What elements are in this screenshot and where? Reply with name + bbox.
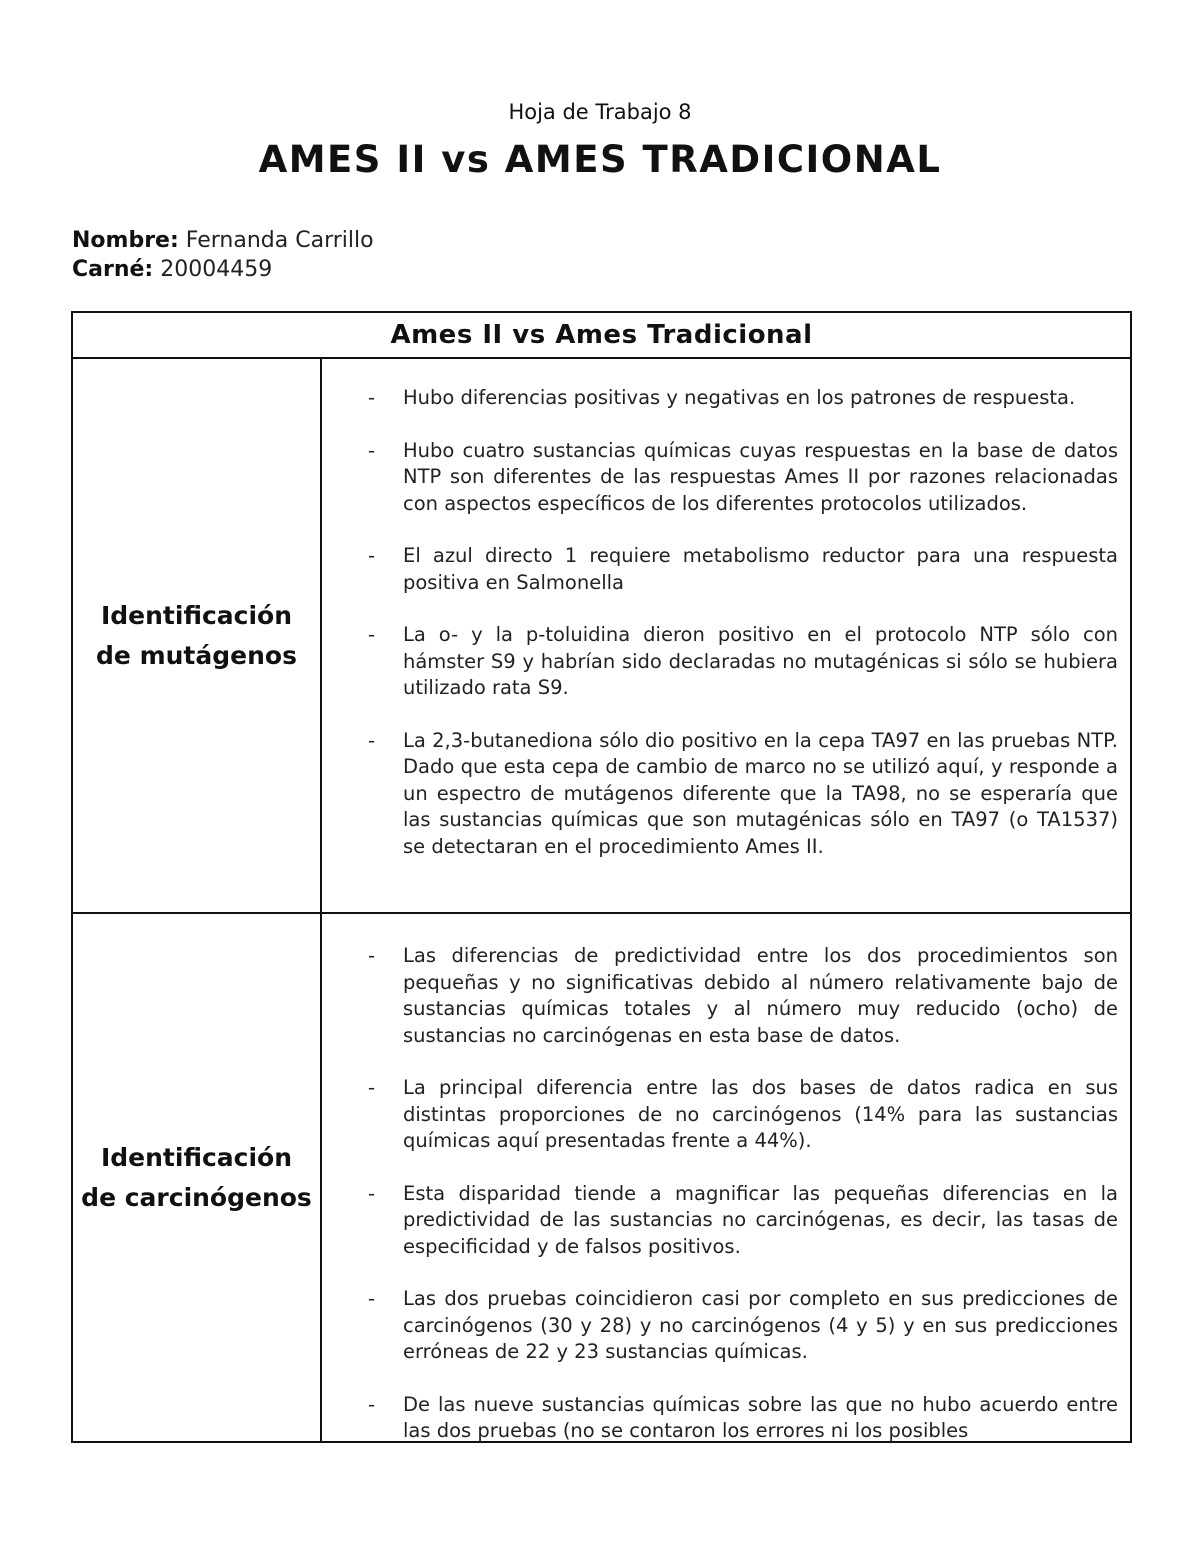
bullet-dash: -: [368, 1287, 376, 1310]
bullet-dash: -: [368, 386, 376, 409]
list-item-text: Esta disparidad tiende a magnificar las pequeñas diferencias en la predictividad de las sustancias no carcinógenas, es decir, las tasas de especificidad y de falsos positivos.: [403, 1181, 1118, 1258]
list-item: [322, 543, 1118, 596]
bullet-dash: -: [368, 544, 376, 567]
list-item-text: La o- y la p-toluidina dieron positivo en el protocolo NTP sólo con hámster S9 y habrían sido declaradas no mutagénicas si sólo se hubiera utilizado rata S9.: [403, 623, 1118, 699]
student-name-value: Fernanda Carrillo: [185, 228, 374, 253]
bullet-dash: -: [368, 728, 376, 752]
list-item: [322, 1181, 1118, 1261]
list-item-text: Hubo cuatro sustancias químicas cuyas respuestas en la base de datos NTP son diferentes de las respuestas Ames II por razones relacionadas con aspectos específicos de los diferentes protocolos utilizados.: [403, 438, 1118, 515]
bullet-dash: -: [368, 1392, 376, 1416]
table-row-mutagens: [72, 358, 1131, 913]
bullet-dash: -: [368, 944, 376, 967]
student-id-value: 20004459: [160, 257, 273, 282]
bullet-dash: -: [368, 1076, 376, 1099]
row-label-line: de carcinógenos: [81, 1182, 312, 1212]
list-item: [322, 622, 1118, 702]
list-item-text: Hubo diferencias positivas y negativas en los patrones de respuesta.: [403, 386, 1076, 409]
list-item: [322, 385, 1118, 412]
list-item: [322, 1075, 1118, 1155]
list-item-text: Las dos pruebas coincidieron casi por completo en sus predicciones de carcinógenos (30 y 28) y no carcinógenos (4 y 5) y en sus predicciones erróneas de 22 y 23 sustancias químicas.: [403, 1287, 1118, 1363]
bullet-dash: -: [368, 623, 376, 646]
row-content-carcinogens: [321, 913, 1131, 1442]
student-id-line: [72, 257, 272, 282]
list-item: [322, 1392, 1118, 1442]
comparison-table: [71, 311, 1132, 1443]
bullet-dash: -: [368, 1181, 376, 1205]
bullet-list: [322, 914, 1130, 1441]
list-item-text: Las diferencias de predictividad entre los dos procedimientos son pequeñas y no significativas debido al número relativamente bajo de sustancias químicas totales y al número muy reducido (ocho) de sustancias no carcinógenas en esta base de datos.: [403, 944, 1118, 1047]
bullet-dash: -: [368, 438, 376, 462]
list-item-text: El azul directo 1 requiere metabolismo reductor para una respuesta positiva en Salmonella: [403, 544, 1118, 594]
list-item-text: De las nueve sustancias químicas sobre las que no hubo acuerdo entre las dos pruebas (no se contaron los errores ni los posibles: [403, 1392, 1118, 1441]
list-item: [322, 438, 1118, 518]
table-row-carcinogens: [72, 913, 1131, 1442]
table-header: Ames II vs Ames Tradicional: [72, 312, 1131, 358]
list-item: [322, 1286, 1118, 1366]
row-label-carcinogens: [72, 913, 321, 1442]
list-item: [322, 728, 1118, 861]
row-label-line: Identificación: [100, 1142, 293, 1172]
row-content-mutagens: [321, 358, 1131, 913]
row-label-line: de mutágenos: [96, 640, 297, 670]
list-item-text: La 2,3-butanediona sólo dio positivo en la cepa TA97 en las pruebas NTP. Dado que esta cepa de cambio de marco no se utilizó aquí, y responde a un espectro de mutágenos diferente que la TA98, no se esperaría que las sustancias químicas que son mutagénicas sólo en TA97 (o TA1537) se detectaran en el procedimiento Ames II.: [403, 728, 1118, 858]
document-title: AMES II vs AMES TRADICIONAL: [258, 138, 942, 181]
bullet-list: [322, 359, 1130, 860]
worksheet-subtitle: Hoja de Trabajo 8: [508, 100, 692, 124]
list-item: [322, 943, 1118, 1049]
row-label-line: Identificación: [100, 600, 293, 630]
row-label-mutagens: [72, 358, 321, 913]
student-id-label: Carné:: [72, 257, 154, 282]
list-item-text: La principal diferencia entre las dos bases de datos radica en sus distintas proporciones de no carcinógenos (14% para las sustancias químicas aquí presentadas frente a 44%).: [403, 1076, 1118, 1152]
student-name-label: Nombre:: [72, 228, 179, 253]
student-name-line: [72, 228, 374, 253]
